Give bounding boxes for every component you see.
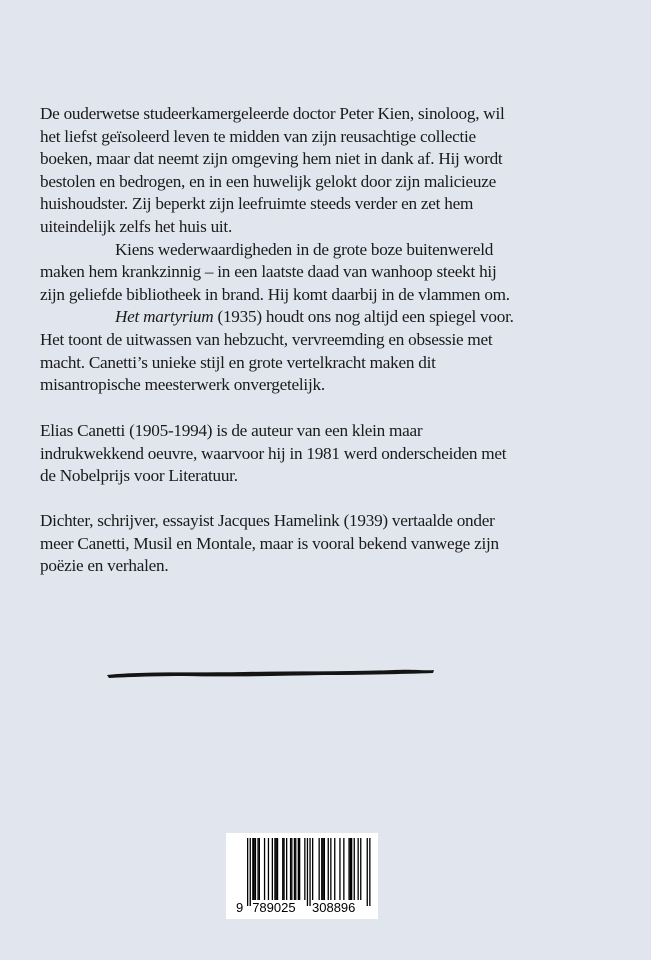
barcode-digits: 9 (236, 900, 244, 915)
text-line (40, 306, 640, 329)
barcode-bar (360, 838, 361, 900)
barcode-bar (367, 838, 368, 906)
barcode-bar (274, 838, 275, 900)
text-line (40, 216, 640, 239)
barcode-digits: 308896 (312, 900, 356, 915)
text-line (40, 465, 640, 488)
text-line (40, 352, 640, 375)
barcode-bar (307, 838, 308, 906)
book-title: Het martyrium (115, 307, 214, 327)
text-line (40, 126, 640, 149)
text-line (40, 103, 640, 126)
barcode-bar (295, 838, 296, 900)
text-run: huishoudster. Zij beperkt zijn leefruimte steeds verder en zet hem (40, 194, 474, 214)
barcode-bar (257, 838, 258, 900)
barcode-bar (286, 838, 287, 900)
text-line (40, 261, 640, 284)
barcode-bar (369, 838, 370, 906)
barcode-bar (282, 838, 283, 900)
text-run: de Nobelprijs voor Literatuur. (40, 466, 238, 486)
barcode-bar (268, 838, 269, 900)
text-run: (1935) houdt ons nog altijd een spiegel voor. (213, 307, 514, 327)
barcode-bar (354, 838, 355, 900)
text-line (40, 148, 640, 171)
barcode-bar (264, 838, 265, 900)
text-line (40, 171, 640, 194)
barcode-bar (254, 838, 255, 900)
barcode-bar (304, 838, 305, 900)
barcode-bar (343, 838, 344, 900)
barcode-bar (348, 838, 349, 900)
barcode-bar (339, 838, 340, 900)
barcode-bar (351, 838, 352, 900)
barcode-bar (272, 838, 273, 900)
isbn-barcode (226, 833, 378, 919)
text-run: Dichter, schrijver, essayist Jacques Hamelink (1939) vertaalde onder (40, 511, 495, 530)
barcode-bar (247, 838, 248, 906)
barcode-bar (298, 838, 299, 900)
text-run: indrukwekkend oeuvre, waarvoor hij in 1981 werd onderscheiden met (40, 443, 507, 463)
text-line (40, 374, 640, 397)
barcode-bar (321, 838, 322, 900)
text-line (40, 533, 640, 556)
text-run: Elias Canetti (1905-1994) is de auteur van een klein maar (40, 421, 423, 440)
barcode-bar (283, 838, 284, 900)
blurb-paragraph (40, 103, 640, 397)
text-run: zijn geliefde bibliotheek in brand. Hij komt daarbij in de vlammen om. (40, 284, 510, 304)
text-run: boeken, maar dat neemt zijn omgeving hem niet in dank af. Hij wordt (40, 149, 503, 169)
text-run: misantropische meesterwerk onvergetelijk. (40, 375, 325, 395)
barcode-bar (276, 838, 277, 900)
text-line (40, 329, 640, 352)
text-run: Het toont de uitwassen van hebzucht, vervreemding en obsessie met (40, 329, 493, 349)
text-run: macht. Canetti’s unieke stijl en grote vertelkracht maken dit (40, 352, 436, 372)
barcode-bar (328, 838, 329, 900)
barcode-digits: 789025 (252, 900, 296, 915)
barcode-bar (322, 838, 323, 900)
barcode-bar (294, 838, 295, 900)
text-line (40, 284, 640, 307)
text-line (40, 420, 640, 443)
decorative-brush-stroke (104, 664, 439, 684)
barcode-bar (334, 838, 335, 900)
barcode-bar (324, 838, 325, 900)
text-run: het liefst geïsoleerd leven te midden van zijn reusachtige collectie (40, 126, 476, 146)
barcode-bar (330, 838, 331, 900)
text-line (40, 555, 640, 578)
barcode-bar (309, 838, 310, 906)
translator-bio (40, 510, 640, 578)
text-run: poëzie en verhalen. (40, 556, 169, 576)
barcode-bar (319, 838, 320, 900)
barcode-bar (299, 838, 300, 900)
text-run: meer Canetti, Musil en Montale, maar is vooral bekend vanwege zijn (40, 533, 499, 553)
barcode-bar (252, 838, 253, 900)
barcode-bar (291, 838, 292, 900)
text-line (40, 193, 640, 216)
text-run: Kiens wederwaardigheden in de grote boze buitenwereld (115, 239, 494, 259)
text-line (40, 510, 640, 533)
barcode-bar (250, 838, 251, 906)
barcode-bar (259, 838, 260, 900)
text-run: maken hem krankzinnig – in een laatste daad van wanhoop steekt hij (40, 262, 497, 282)
barcode-bar (277, 838, 278, 900)
text-run: bestolen en bedrogen, en in een huwelijk gelokt door zijn malicieuze (40, 171, 496, 191)
barcode-bar (290, 838, 291, 900)
text-run: De ouderwetse studeerkamergeleerde doctor Peter Kien, sinoloog, wil (40, 104, 505, 123)
text-line (40, 239, 640, 262)
barcode-bar (312, 838, 313, 900)
author-bio (40, 420, 640, 488)
text-line (40, 443, 640, 466)
barcode-bar (358, 838, 359, 900)
barcode-bar (350, 838, 351, 900)
barcode-bar (255, 838, 256, 900)
text-run: uiteindelijk zelfs het huis uit. (40, 216, 233, 236)
